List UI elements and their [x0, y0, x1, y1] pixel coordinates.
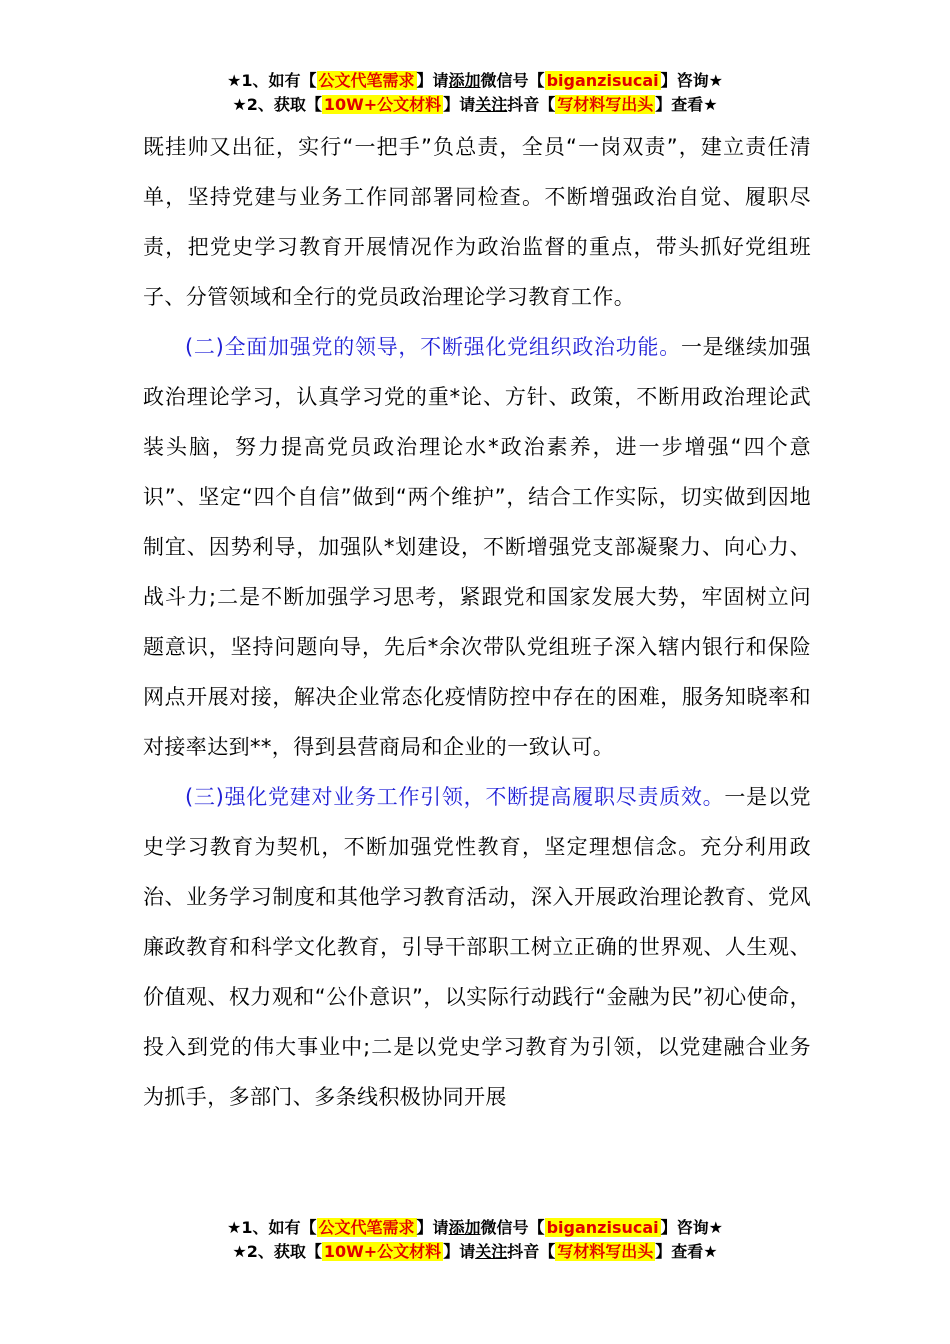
- paragraph-3: [143, 772, 811, 1122]
- paragraph-1: 既挂帅又出征，实行“一把手”负总责，全员“一岗双责”，建立责任清单，坚持党建与业务工作同部署同检查。不断增强政治自觉、履职尽责，把党史学习教育开展情况作为政治监督的重点，带头抓好党组班子、分管领域和全行的党员政治理论学习教育工作。: [143, 135, 811, 309]
- banner-line-2: ★2、获取【 10W+公文材料 】请关注抖音【 写材料写出头 】查看★: [232, 1242, 718, 1261]
- paragraph-2: [143, 322, 811, 772]
- banner-line-2: ★2、获取【 10W+公文材料 】请关注抖音【 写材料写出头 】查看★: [232, 95, 718, 114]
- highlight-materials: 10W+公文材料: [323, 95, 442, 114]
- highlight-douyin: 写材料写出头: [557, 1242, 654, 1261]
- banner-line-1: ★1、如有【 公文代笔需求 】请添加微信号【 biganzisucai 】咨询★: [227, 71, 723, 90]
- section-heading-3: (三)强化党建对业务工作引领，不断提高履职尽责质效。: [185, 785, 725, 809]
- highlight-service: 公文代笔需求: [318, 71, 415, 90]
- highlight-materials: 10W+公文材料: [323, 1242, 442, 1261]
- paragraph-3-body: 一是以党史学习教育为契机，不断加强党性教育，坚定理想信念。充分利用政治、业务学习制度和其他学习教育活动，深入开展政治理论教育、党风廉政教育和科学文化教育，引导干部职工树立正确的世界观、人生观、价值观、权力观和“公仆意识”，以实际行动践行“金融为民”初心使命，投入到党的伟大事业中;二是以党史学习教育为引领，以党建融合业务为抓手，多部门、多条线积极协同开展: [143, 785, 811, 1109]
- highlight-service: 公文代笔需求: [318, 1218, 415, 1237]
- document-body: [143, 122, 811, 1122]
- footer-banner: [0, 1216, 950, 1264]
- highlight-douyin: 写材料写出头: [557, 95, 654, 114]
- highlight-wechat-id: biganzisucai: [546, 71, 659, 90]
- banner-line-1: ★1、如有【 公文代笔需求 】请添加微信号【 biganzisucai 】咨询★: [227, 1218, 723, 1237]
- header-banner: [0, 69, 950, 117]
- highlight-wechat-id: biganzisucai: [546, 1218, 659, 1237]
- paragraph-2-body: 一是继续加强政治理论学习，认真学习党的重*论、方针、政策，不断用政治理论武装头脑，努力提高党员政治理论水*政治素养，进一步增强“四个意识”、坚定“四个自信”做到“两个维护”，结合工作实际，切实做到因地制宜、因势利导，加强队*划建设，不断增强党支部凝聚力、向心力、战斗力;二是不断加强学习思考，紧跟党和国家发展大势，牢固树立问题意识，坚持问题向导，先后*余次带队党组班子深入辖内银行和保险网点开展对接，解决企业常态化疫情防控中存在的困难，服务知晓率和对接率达到**，得到县营商局和企业的一致认可。: [143, 335, 811, 759]
- section-heading-2: (二)全面加强党的领导，不断强化党组织政治功能。: [185, 335, 681, 359]
